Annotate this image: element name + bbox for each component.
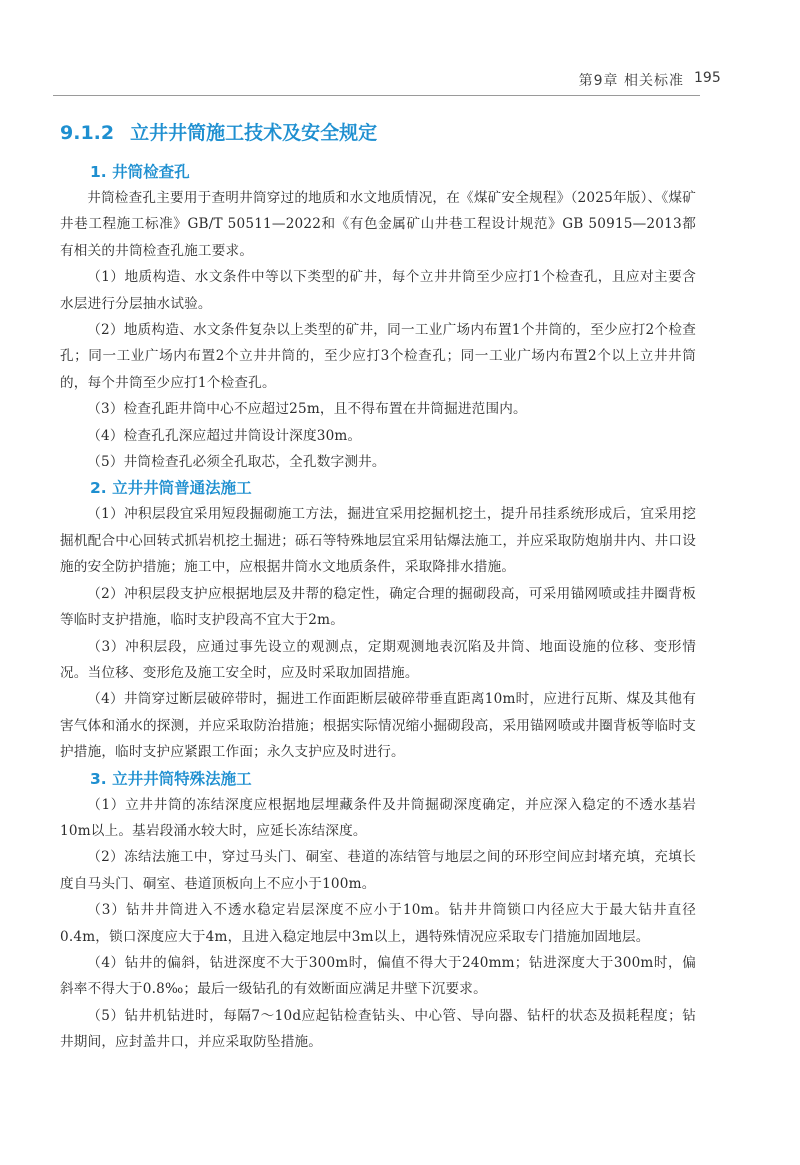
running-head: 第9章 相关标准 xyxy=(578,73,684,89)
paragraph: （4）井筒穿过断层破碎带时，掘进工作面距断层破碎带垂直距离10m时，应进行瓦斯、煤及其他有害气体和涌水的探测，并应采取防治措施；根据实际情况缩小掘砌段高，采用锚网喷或井圈背板等临时支护措施，临时支护应紧跟工作面；永久支护应及时进行。 xyxy=(60,691,696,761)
paragraph: （5）钻井机钻进时，每隔7～10d应起钻检查钻头、中心管、导向器、钻杆的状态及损耗程度；钻井期间，应封盖井口，并应采取防坠措施。 xyxy=(60,1007,696,1051)
paragraph: （4）钻井的偏斜，钻进深度不大于300m时，偏值不得大于240mm；钻进深度大于300m时，偏斜率不得大于0.8‰；最后一级钻孔的有效断面应满足井壁下沉要求。 xyxy=(60,954,696,998)
page-number: 195 xyxy=(694,70,721,86)
paragraph: （2）冻结法施工中，穿过马头门、硐室、巷道的冻结管与地层之间的环形空间应封堵充填，充填长度自马头门、硐室、巷道顶板向上不应小于100m。 xyxy=(60,849,696,892)
paragraph: （1）立井井筒的冻结深度应根据地层埋藏条件及井筒掘砌深度确定，并应深入稳定的不透水基岩10m以上。基岩段涌水较大时，应延长冻结深度。 xyxy=(60,796,696,839)
paragraph: （1）冲积层段宜采用短段掘砌施工方法，掘进宜采用挖掘机挖土，提升吊挂系统形成后，宜采用挖掘机配合中心回转式抓岩机挖土掘进；砾石等特殊地层宜采用钻爆法施工，并应采取防炮崩井内、井口设施的安全防护措施；施工中，应根据井筒水文地质条件，采取降排水措施。 xyxy=(60,506,696,576)
section-title: 立井井筒施工技术及安全规定 xyxy=(130,122,378,144)
paragraph: （1）地质构造、水文条件中等以下类型的矿井，每个立井井筒至少应打1个检查孔，且应对主要含水层进行分层抽水试验。 xyxy=(60,269,696,312)
section-number: 9.1.2 xyxy=(60,122,115,144)
subsection-title: 3. 立井井筒特殊法施工 xyxy=(90,769,252,788)
paragraph: （2）冲积层段支护应根据地层及井帮的稳定性，确定合理的掘砌段高，可采用锚网喷或挂井圈背板等临时支护措施，临时支护段高不宜大于2m。 xyxy=(60,585,696,629)
subsection-special-method xyxy=(60,766,696,1056)
paragraph: （4）检查孔孔深应超过井筒设计深度30m。 xyxy=(87,427,362,444)
subsection-ordinary-method xyxy=(60,475,696,765)
section-heading xyxy=(60,118,696,145)
paragraph: 井筒检查孔主要用于查明井筒穿过的地质和水文地质情况，在《煤矿安全规程》（2025年版）、《煤矿井巷工程施工标准》GB/T 50511—2022和《有色金属矿山井巷工程设计规范》GB 50915—2013都有相关的井筒检查孔施工要求。 xyxy=(60,190,696,259)
paragraph: （5）井筒检查孔必须全孔取芯，全孔数字测井。 xyxy=(87,454,386,471)
paragraph: （3）冲积层段，应通过事先设立的观测点，定期观测地表沉陷及井筒、地面设施的位移、变形情况。当位移、变形危及施工安全时，应及时采取加固措施。 xyxy=(60,638,696,681)
header-rule xyxy=(53,95,700,96)
subsection-title: 2. 立井井筒普通法施工 xyxy=(90,479,252,498)
paragraph: （2）地质构造、水文条件复杂以上类型的矿井，同一工业广场内布置1个井筒的，至少应打2个检查孔；同一工业广场内布置2个立井井筒的，至少应打3个检查孔；同一工业广场内布置2个以上立井井筒的，每个井筒至少应打1个检查孔。 xyxy=(60,322,696,391)
subsection-title: 1. 井筒检查孔 xyxy=(90,163,190,181)
paragraph: （3）检查孔距井筒中心不应超过25m，且不得布置在井筒掘进范围内。 xyxy=(87,401,527,418)
page-body xyxy=(60,118,696,1056)
paragraph: （3）钻井井筒进入不透水稳定岩层深度不应小于10m。钻井井筒锁口内径应大于最大钻井直径0.4m，锁口深度应大于4m，且进入稳定地层中3m以上，遇特殊情况应采取专门措施加固地层。 xyxy=(60,902,696,945)
subsection-inspection-hole xyxy=(60,159,696,475)
page-header xyxy=(0,0,800,100)
